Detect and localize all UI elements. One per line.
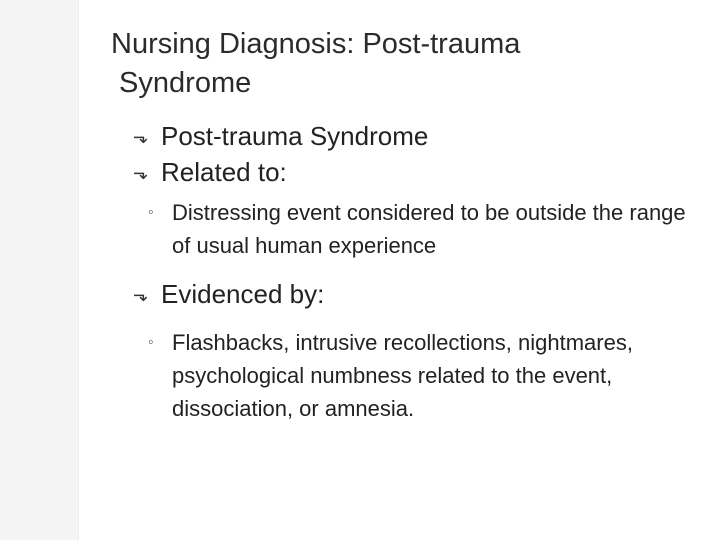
- circle-bullet-icon: ◦: [148, 204, 154, 221]
- title-line-2: Syndrome: [111, 67, 252, 99]
- bullet-related-to: [133, 154, 703, 190]
- sub-bullet-distressing-event: [148, 196, 703, 262]
- decorative-left-band: [0, 0, 79, 540]
- bullet-text: Evidenced by:: [161, 279, 325, 309]
- circle-bullet-icon: ◦: [148, 334, 154, 351]
- title-line-1: Nursing Diagnosis: Post-trauma: [111, 28, 521, 60]
- bullet-evidenced-by: [133, 276, 703, 312]
- bullet-text: Related to:: [161, 157, 287, 187]
- bullet-post-trauma-syndrome: [133, 118, 703, 154]
- bullet-list: [133, 118, 703, 425]
- sub-bullet-text: Distressing event considered to be outside the range of usual human experience: [172, 200, 686, 258]
- bullet-text: Post-trauma Syndrome: [161, 121, 429, 151]
- triangle-bullet-icon: ⬎: [133, 127, 149, 147]
- sub-bullet-text: Flashbacks, intrusive recollections, nightmares, psychological numbness related to the event, dissociation, or amnesia.: [172, 330, 633, 421]
- triangle-bullet-icon: ⬎: [133, 163, 149, 183]
- triangle-bullet-icon: ⬎: [133, 285, 149, 305]
- sub-bullet-flashbacks: [148, 326, 642, 425]
- slide-title: [111, 25, 520, 103]
